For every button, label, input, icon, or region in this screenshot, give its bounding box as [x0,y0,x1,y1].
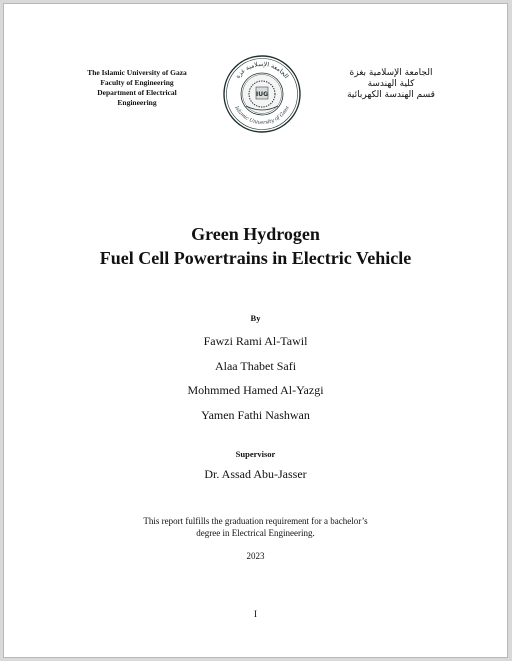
title-line-1: Green Hydrogen [191,224,320,244]
seal-arabic-arc: الجامعة الإسلامية غزة [234,60,290,80]
department-name-en-line1: Department of Electrical [97,88,177,97]
requirement-statement [4,515,507,539]
university-seal-logo [222,54,302,134]
university-header-arabic [326,68,456,101]
statement-line-1: This report fulfills the graduation requirement for a bachelor’s [143,516,368,526]
author-name: Mohmmed Hamed Al-Yazgi [187,383,324,397]
report-title [4,222,507,270]
university-name-ar: الجامعة الإسلامية بغزة [349,68,433,78]
department-name-en-line2: Engineering [117,98,157,107]
page-number: I [253,610,258,620]
report-year: 2023 [246,551,265,561]
supervisor-name: Dr. Assad Abu-Jasser [204,467,307,481]
faculty-name-en: Faculty of Engineering [100,78,174,87]
supervisor-label: Supervisor [235,449,276,459]
seal-english-arc: Islamic University of Gaza [233,105,291,127]
author-name: Alaa Thabet Safi [214,358,297,373]
statement-line-2: degree in Electrical Engineering. [196,528,315,538]
faculty-name-ar: كلية الهندسة [367,79,415,89]
by-label: By [250,313,261,323]
document-page [3,3,508,658]
seal-initials: IUG [255,91,269,98]
author-name: Fawzi Rami Al-Tawil [203,334,308,348]
department-name-ar: قسم الهندسة الكهربائية [347,90,435,100]
title-line-2: Fuel Cell Powertrains in Electric Vehicle [99,248,412,268]
author-list [4,329,507,427]
university-header-english [62,68,212,108]
university-name-en: The Islamic University of Gaza [87,68,187,77]
author-name: Yamen Fathi Nashwan [201,407,310,422]
